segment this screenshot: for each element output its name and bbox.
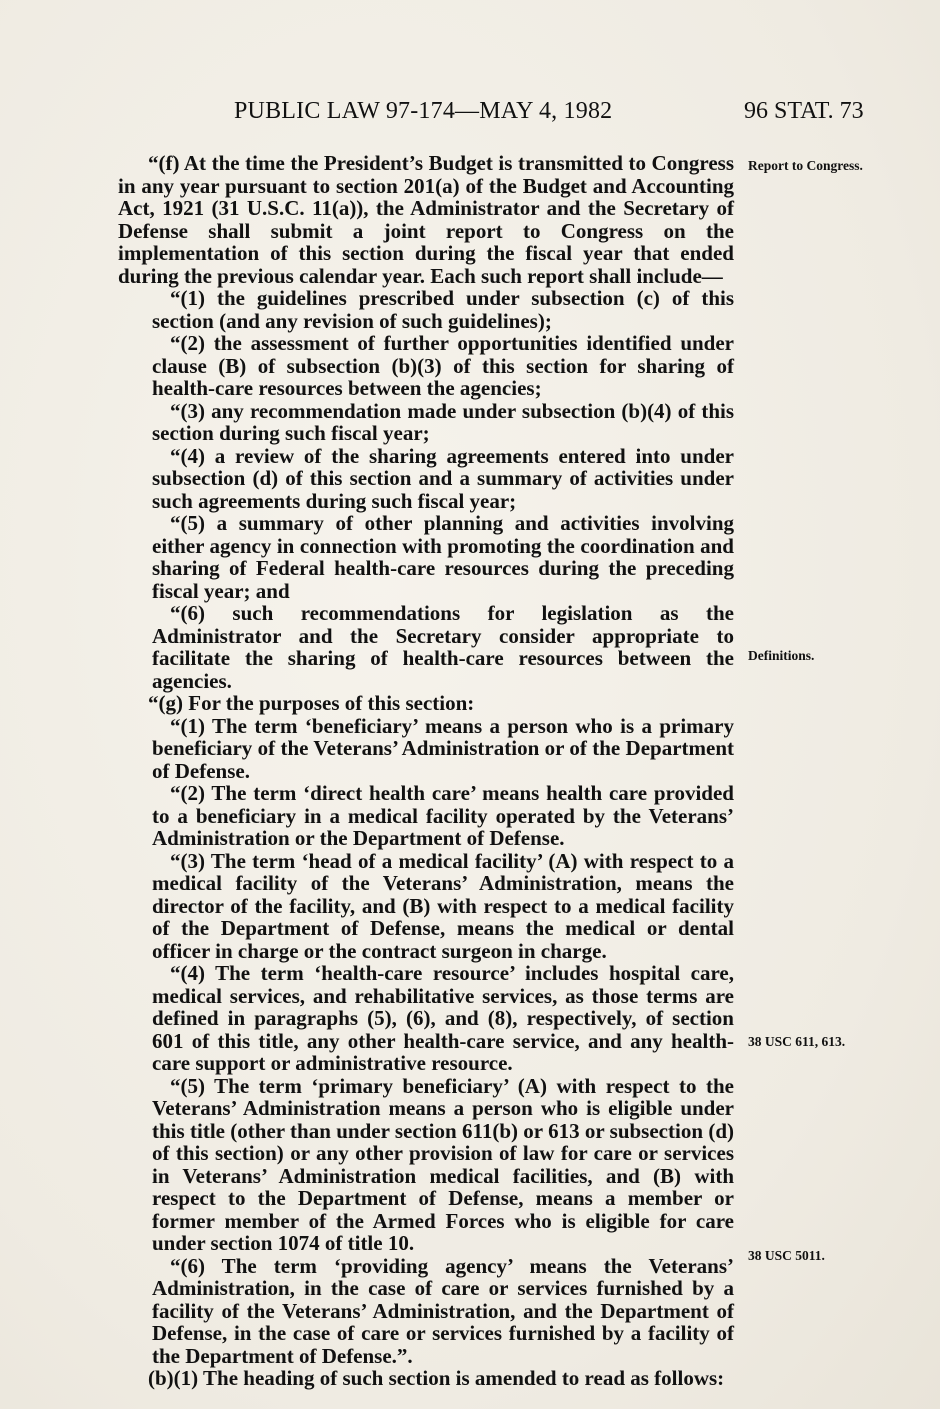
paragraph-f: “(f) At the time the President’s Budget is transmitted to Congress in any year pursuant to section 201(a) of the Budget and Accounting Act, 1921 (31 U.S.C. 11(a)), the Administrator and the Secretary of Defense shall submit a joint report to Congress on the implementation of this section during the fiscal year that ended during the previous calendar year. Each such report shall include— [118, 151, 734, 288]
paragraph-g3: “(3) The term ‘head of a medical facility’ (A) with respect to a medical facility of the Veterans’ Administration, means the director of the facility, and (B) with respect to a medical facility of the Department of Defense, means the medical or dental officer in charge or the contract surgeon in charge. [152, 848, 734, 963]
paragraph-g1: “(1) The term ‘beneficiary’ means a person who is a primary beneficiary of the Veterans’ Administration or of the Department of Defense. [152, 713, 734, 783]
paragraph-f6: “(6) such recommendations for legislation as the Administrator and the Secretary consider appropriate to facilitate the sharing of health-care resources between the agencies. [152, 601, 734, 693]
paragraph-g: “(g) For the purposes of this section: [148, 691, 475, 715]
margin-note-report: Report to Congress. [748, 158, 863, 173]
paragraph-f4: “(4) a review of the sharing agreements entered into under subsection (d) of this section and a summary of activities under such agreements during such fiscal year; [152, 443, 734, 513]
paragraph-g5: “(5) The term ‘primary beneficiary’ (A) with respect to the Veterans’ Administration means a person who is eligible under this title (other than under section 611(b) or 613 or subsection (d) of this section) or any other provision of law for care or services in Veterans’ Administration medical facilities, and (B) with respect to the Department of Defense, means a member or former member of the Armed Forces who is eligible for care under section 1074 of title 10. [152, 1073, 734, 1255]
paragraph-g4: “(4) The term ‘health-care resource’ includes hospital care, medical services, and rehabilitative services, as those terms are defined in paragraphs (5), (6), and (8), respectively, of section 601 of this title, any other health-care service, and any health-care support or administrative resource. [152, 961, 734, 1075]
paragraph-g6: “(6) The term ‘providing agency’ means the Veterans’ Administration, in the case of care or services furnished by a facility of the Veterans’ Administration, and the Department of Defense, in the case of care or services furnished by a facility of the Department of Defense.”. [152, 1253, 734, 1368]
margin-note-usc-611: 38 USC 611, 613. [748, 1034, 846, 1049]
margin-note-definitions: Definitions. [748, 648, 815, 663]
paragraph-f3: “(3) any recommendation made under subsection (b)(4) of this section during such fiscal year; [152, 398, 734, 445]
margin-note-usc-5011: 38 USC 5011. [748, 1248, 825, 1263]
statute-body [118, 152, 734, 1390]
paragraph-g2: “(2) The term ‘direct health care’ means health care provided to a beneficiary in a medical facility operated by the Veterans’ Administration or the Department of Defense. [152, 781, 734, 850]
running-header-title: PUBLIC LAW 97-174—MAY 4, 1982 [234, 98, 613, 124]
paragraph-f5: “(5) a summary of other planning and activities involving either agency in connection with promoting the coordination and sharing of Federal health-care resources during the preceding fiscal year; and [152, 511, 734, 603]
paragraph-f1: “(1) the guidelines prescribed under subsection (c) of this section (and any revision of such guidelines); [152, 286, 734, 333]
paragraph-b1: (b)(1) The heading of such section is amended to read as follows: [148, 1366, 725, 1390]
stat-page-number: 96 STAT. 73 [744, 98, 864, 124]
paragraph-f2: “(2) the assessment of further opportunities identified under clause (B) of subsection (b)(3) of this section for sharing of health-care resources between the agencies; [152, 331, 734, 400]
